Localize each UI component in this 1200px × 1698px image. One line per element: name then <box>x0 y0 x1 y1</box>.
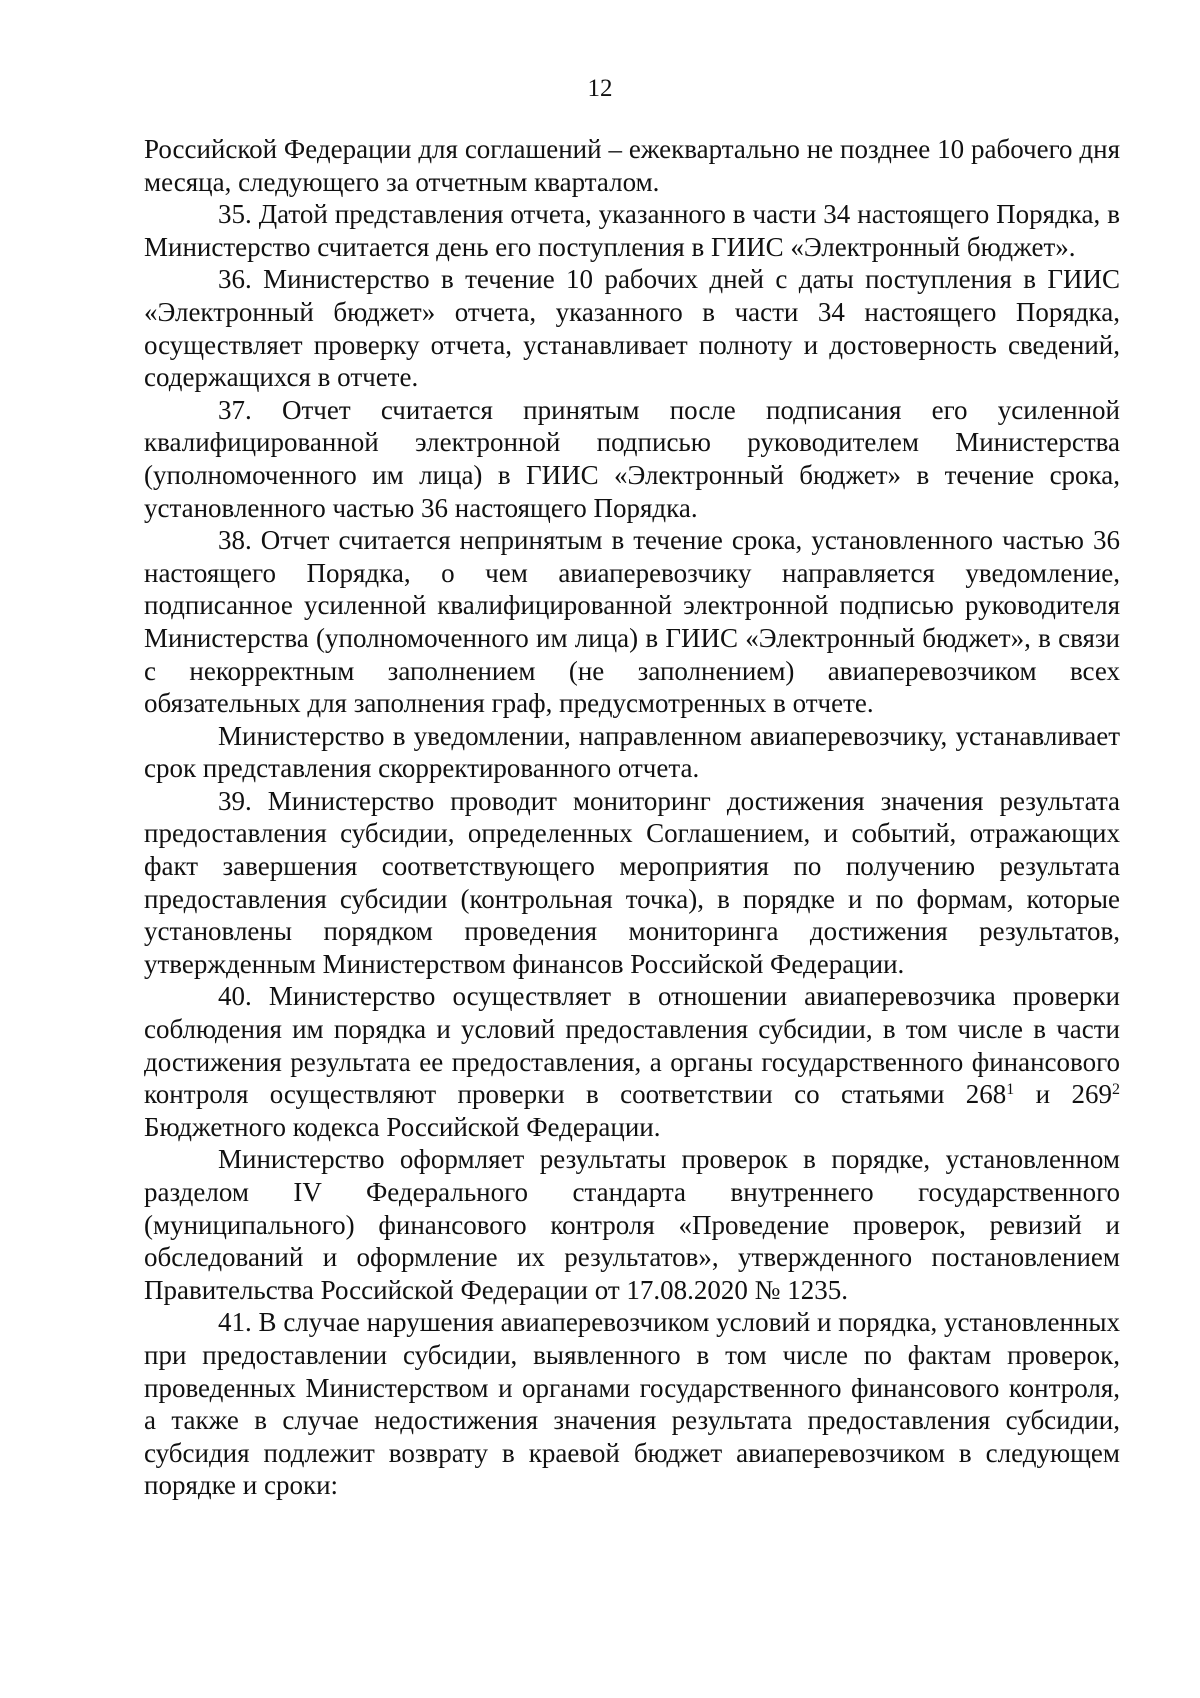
paragraph-39: 39. Министерство проводит мониторинг достижения значения результата предоставления субсидии, определенных Соглашением, и событий, отражающих факт завершения соответствующего мероприятия по получению результата предоставления субсидии (контрольная точка), в порядке и по формам, которые установлены порядком проведения мониторинга достижения результатов, утвержденным Министерством финансов Российской Федерации. <box>144 785 1120 979</box>
paragraph-40 <box>144 980 1120 1143</box>
paragraph-40-text-a: 40. Министерство осуществляет в отношении авиаперевозчика проверки соблюдения им порядка и условий предоставления субсидии, в том числе в части достижения результата ее предоставления, а органы государственного финансового контроля осуществляют проверки в соответствии со статьями 268 <box>144 981 1120 1110</box>
superscript-1: 1 <box>1006 1081 1015 1099</box>
superscript-2: 2 <box>1112 1081 1121 1099</box>
paragraph-35: 35. Датой представления отчета, указанного в части 34 настоящего Порядка, в Министерство считается день его поступления в ГИИС «Электронный бюджет». <box>144 199 1120 262</box>
paragraph-40-results: Министерство оформляет результаты проверок в порядке, установленном разделом IV Федерального стандарта внутреннего государственного (муниципального) финансового контроля «Проведение проверок, ревизий и обследований и оформление их результатов», утвержденного постановлением Правительства Российской Федерации от 17.08.2020 № 1235. <box>144 1144 1120 1305</box>
paragraph-40-text-b: и 269 <box>1014 1079 1113 1110</box>
document-body <box>144 133 1120 1502</box>
paragraph-41: 41. В случае нарушения авиаперевозчиком условий и порядка, установленных при предоставлении субсидии, выявленного в том числе по фактам проверок, проведенных Министерством и органами государственного финансового контроля, а также в случае недостижения значения результата предоставления субсидии, субсидия подлежит возврату в краевой бюджет авиаперевозчиком в следующем порядке и сроки: <box>144 1307 1120 1501</box>
paragraph-36: 36. Министерство в течение 10 рабочих дней с даты поступления в ГИИС «Электронный бюджет» отчета, указанного в части 34 настоящего Порядка, осуществляет проверку отчета, устанавливает полноту и достоверность сведений, содержащихся в отчете. <box>144 264 1120 393</box>
page-number: 12 <box>587 75 613 102</box>
paragraph-continuation: Российской Федерации для соглашений – ежеквартально не позднее 10 рабочего дня месяца, следующего за отчетным кварталом. <box>144 134 1120 197</box>
paragraph-38-notice: Министерство в уведомлении, направленном авиаперевозчику, устанавливает срок представления скорректированного отчета. <box>144 720 1120 784</box>
paragraph-38: 38. Отчет считается непринятым в течение срока, установленного частью 36 настоящего Порядка, о чем авиаперевозчику направляется уведомление, подписанное усиленной квалифицированной электронной подписью руководителя Министерства (уполномоченного им лица) в ГИИС «Электронный бюджет», в связи с некорректным заполнением (не заполнением) авиаперевозчиком всех обязательных для заполнения граф, предусмотренных в отчете. <box>144 525 1120 719</box>
paragraph-37: 37. Отчет считается принятым после подписания его усиленной квалифицированной электронной подписью руководителем Министерства (уполномоченного им лица) в ГИИС «Электронный бюджет» в течение срока, установленного частью 36 настоящего Порядка. <box>144 394 1120 523</box>
paragraph-40-text-c: Бюджетного кодекса Российской Федерации. <box>144 1111 661 1142</box>
